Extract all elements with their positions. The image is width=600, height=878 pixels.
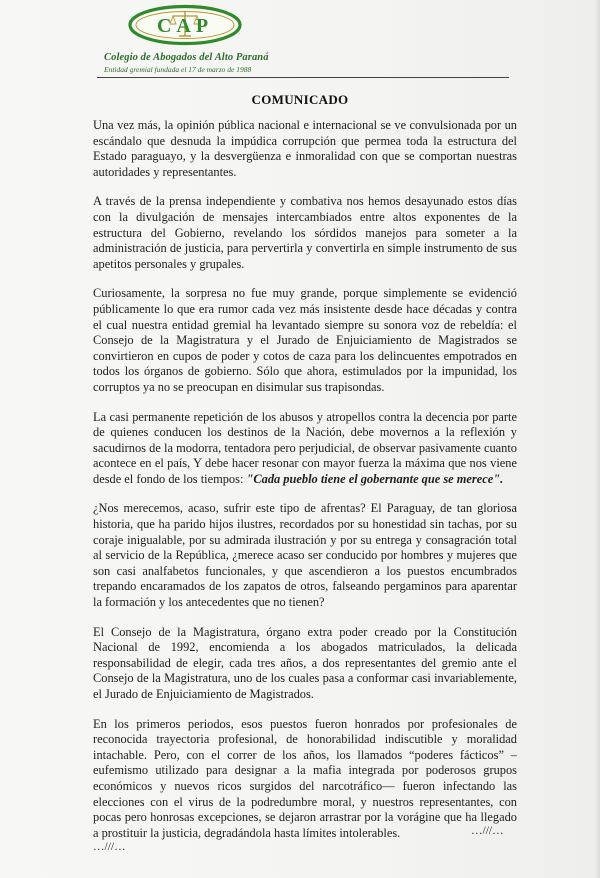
paragraph-1: Una vez más, la opinión pública nacional e internacional se ve convulsionada por un escándalo que desnuda la impúdica corrupción que permea toda la estructura del Estado paraguayo, y la desvergüenza e inmoralidad con que se comportan nuestras autoridades y representantes.: [93, 118, 517, 179]
paragraph-5: ¿Nos merecemos, acaso, sufrir este tipo de afrentas? El Paraguay, de tan gloriosa historia, que ha parido hijos ilustres, recordados por su honestidad sin tachas, por su coraje inigualable, por su admirada ilustración y por su entrega y consagración total al servicio de la República, ¿merece acaso ser conducido por hombres y mujeres que son casi analfabetos funcionales, y que ascendieron a los puestos encumbrados trepando encaramados de los zapatos de otros, falseando pergaminos para aparentar la formación y los antecedentes que no tienen?: [93, 501, 517, 610]
paragraph-6: El Consejo de la Magistratura, órgano extra poder creado por la Constitución Nacional de 1992, encomienda a los abogados matriculados, la delicada responsabilidad de elegir, cada tres años, a dos representantes del gremio ante el Consejo de la Magistratura, uno de los cuales pasa a conformar casi invariablemente, el Jurado de Enjuiciamiento de Magistrados.: [93, 624, 517, 701]
org-subtitle: Entidad gremial fundada el 17 de marzo de 1988: [104, 65, 252, 74]
header-divider: [97, 77, 509, 78]
cap-logo: [127, 4, 243, 46]
paragraph-4-text: La casi permanente repetición de los abusos y atropellos contra la decencia por parte de quienes conducen los destinos de la Nación, debe movernos a la reflexión y sacudirnos de la modorra, tentadora pero perjudicial, de observar pasivamente cuanto acontece en el país, Y debe hacer resonar con mayor fuerza la máxima que nos viene desde el fondo de los tiempos:: [93, 409, 517, 486]
paragraph-4: [93, 410, 517, 488]
document-title: COMUNICADO: [251, 92, 349, 107]
paragraph-4-quote: "Cada pueblo tiene el gobernante que se merece".: [246, 471, 504, 486]
page-edge-shadow: [594, 0, 600, 878]
paragraph-2: A través de la prensa independiente y combativa nos hemos desayunado estos días con la divulgación de mensajes intercambiados entre altos exponentes de la estructura del Gobierno, revelando los sórdidos manejos para someter a la administración de justicia, para pervertirla y convertirla en simple instrumento de sus apetitos personales y grupales.: [93, 194, 517, 271]
org-name: Colegio de Abogados del Alto Paraná: [104, 52, 269, 63]
continuation-mark-right: …///…: [471, 825, 504, 837]
paragraph-7: En los primeros periodos, esos puestos fueron honrados por profesionales de reconocida trayectoria profesional, de honorabilidad indiscutible y moralidad intachable. Pero, con el correr de los años, los llamados “poderes fácticos” –eufemismo utilizado para designar a la mafia integrada por poderosos grupos económicos y nuevos ricos surgidos del narcotráfico— fueron infectando las elecciones con el virus de la podredumbre moral, y nuestros representantes, con pocas pero honrosas excepciones, se dejaron arrastrar por la vorágine que ha llegado a prostituir la justicia, degradándola hasta límites intolerables.: [93, 716, 517, 840]
continuation-mark-left: …///…: [93, 841, 126, 853]
paragraph-3: Curiosamente, la sorpresa no fue muy grande, porque simplemente se evidenció públicamente lo que era rumor cada vez más insistente desde hace décadas y contra el cual nuestra entidad gremial ha levantado siempre su sonora voz de rebeldía: el Consejo de la Magistratura y el Jurado de Enjuiciamiento de Magistrados se convirtieron en cupos de poder y cotos de caza para los delincuentes empotrados en todos los órganos de gobierno. Sólo que ahora, estimulados por la impunidad, los corruptos ya no se preocupan en disimular sus trapisondas.: [93, 286, 517, 394]
document-body: [93, 118, 517, 855]
cap-logo-icon: [127, 4, 243, 46]
logo-text: CAP: [156, 15, 214, 37]
